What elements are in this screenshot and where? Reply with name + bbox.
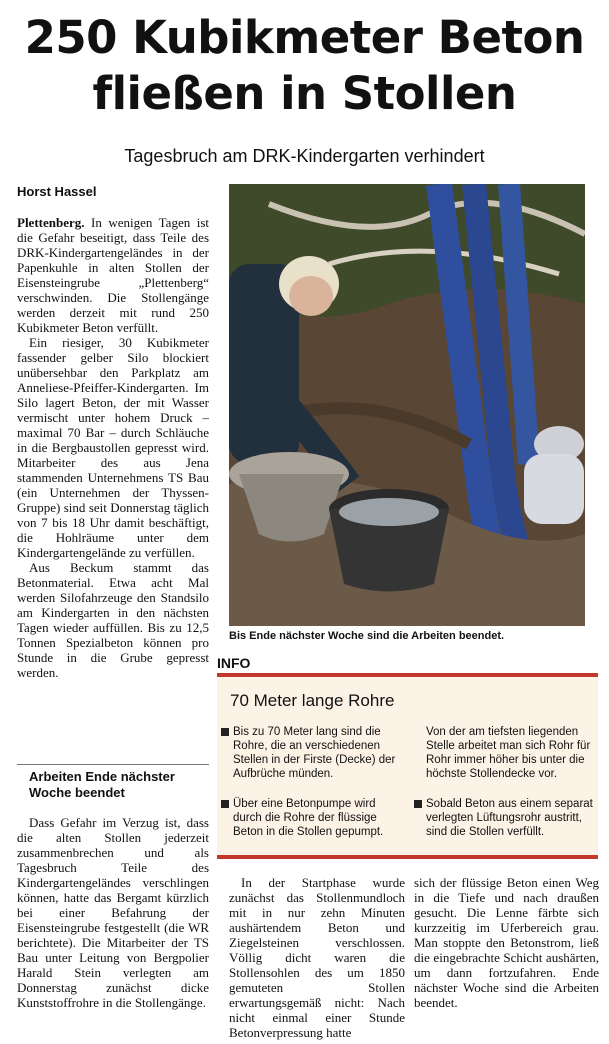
paragraph-6: sich der flüssige Beton einen Weg in die Tiefe und nach draußen gesucht. Die Lenne färbte sich kurzzeitig im Uferbereich grau. Man stoppte den Betonstrom, ließ die eingebrachte Schicht aushärten, um dann fortzufahren. Ende nächster Woche sind die Arbeiten beendet. [414, 875, 599, 1010]
section-subtitle-line-1: Arbeiten Ende nächster [29, 769, 175, 784]
bullet-square-icon [221, 728, 229, 736]
paragraph-1 [17, 215, 209, 335]
dateline: Plettenberg. [17, 215, 85, 230]
info-title: 70 Meter lange Rohre [230, 691, 395, 710]
article-column-3 [414, 875, 599, 1010]
info-bullet [221, 725, 401, 781]
photo-caption: Bis Ende nächster Woche sind die Arbeiten beendet. [229, 630, 505, 642]
article-column-1-bottom [17, 815, 209, 1010]
info-bullet [414, 797, 594, 839]
article-photo [229, 184, 585, 626]
article-column-1-top [17, 215, 209, 680]
subheadline: Tagesbruch am DRK-Kindergarten verhindert [124, 146, 485, 166]
author-byline: Horst Hassel [17, 184, 97, 199]
bullet-square-icon [414, 800, 422, 808]
info-bullet-text: Von der am tiefsten liegenden Stelle arbeitet man sich Rohr für Rohr immer höher bis unter die höchste Stollendecke vor. [426, 726, 591, 780]
info-bullet-text: Über eine Betonpumpe wird durch die Rohre der flüssige Beton in die Stollen gepumpt. [233, 798, 384, 838]
paragraph-2: Ein riesiger, 30 Kubikmeter fassender gelber Silo blockiert unübersehbar den Parkplatz am Anneliese-Pfeiffer-Kindergarten. Im Silo lagert Beton, der mit Wasser vermischt unter hohem Druck – maximal 70 Bar – durch Schläuche in die Bergbaustollen gepresst wird. Mitarbeiter des aus Jena stammenden Unternehmens TS Bau (ein Unternehmen der Thyssen-Gruppe) sind seit Donnerstag täglich von 7 bis 18 Uhr damit beschäftigt, die Hohlräume unter dem Kindergartengelände zu verfüllen. [17, 335, 209, 560]
info-box [217, 673, 598, 859]
info-bullet-text: Bis zu 70 Meter lang sind die Rohre, die an verschiedenen Stellen in der Firste (Decke) der Aufbrüche münden. [233, 726, 396, 780]
headline-line-1: 250 Kubikmeter Beton [24, 11, 585, 64]
paragraph-4: Dass Gefahr im Verzug ist, dass die alten Stollen jederzeit zusammenbrechen und als Tagesbruch Teile des Kindergartengeländes verschlingen können, hatte das Bergamt kürzlich bei einer Befahrung der Eisensteingrube festgestellt (die WR berichtete). Die Mitarbeiter der TS Bau unter Leitung von Bergpolier Harald Stein verlegten am Donnerstag zunächst dicke Kunststoffrohre in die Stollengänge. [17, 815, 209, 1010]
info-bullet [414, 725, 594, 781]
section-subtitle [17, 764, 209, 801]
paragraph-1-text: In wenigen Tagen ist die Gefahr beseitigt, dass Teile des DRK-Kindergartengeländes in der Papenkuhle in alten Stollen der Eisensteingrube „Plettenberg“ verschwinden. Die Stollengänge werden derzeit mit rund 250 Kubikmeter Beton verfüllt. [17, 215, 209, 335]
info-bullet [221, 797, 401, 839]
headline [0, 10, 609, 122]
article-column-2 [229, 875, 405, 1040]
paragraph-3: Aus Beckum stammt das Betonmaterial. Etwa acht Mal werden Silofahrzeuge den Standsilo am Kindergarten in den nächsten Tagen wieder auffüllen. Bis zu 12,5 Tonnen Spezialbeton können pro Stunde in die Grube gepresst werden. [17, 560, 209, 680]
headline-line-2: fließen in Stollen [92, 67, 517, 120]
paragraph-5: In der Startphase wurde zunächst das Stollenmundloch mit in nur zehn Minuten aushärtendem Beton und Ziegelsteinen verschlossen. Völlig dicht waren die Stollensohlen des um 1850 gemuteten Stollen erwartungsgemäß nicht: Nach nicht einmal einer Stunde Betonverpressung hatte [229, 875, 405, 1040]
photo-illustration [229, 184, 585, 626]
bullet-square-icon [221, 800, 229, 808]
info-bullet-text: Sobald Beton aus einem separat verlegten Lüftungsrohr austritt, sind die Stollen verfüllt. [426, 798, 593, 838]
section-subtitle-line-2: Woche beendet [29, 785, 125, 800]
info-label: INFO [217, 655, 251, 671]
